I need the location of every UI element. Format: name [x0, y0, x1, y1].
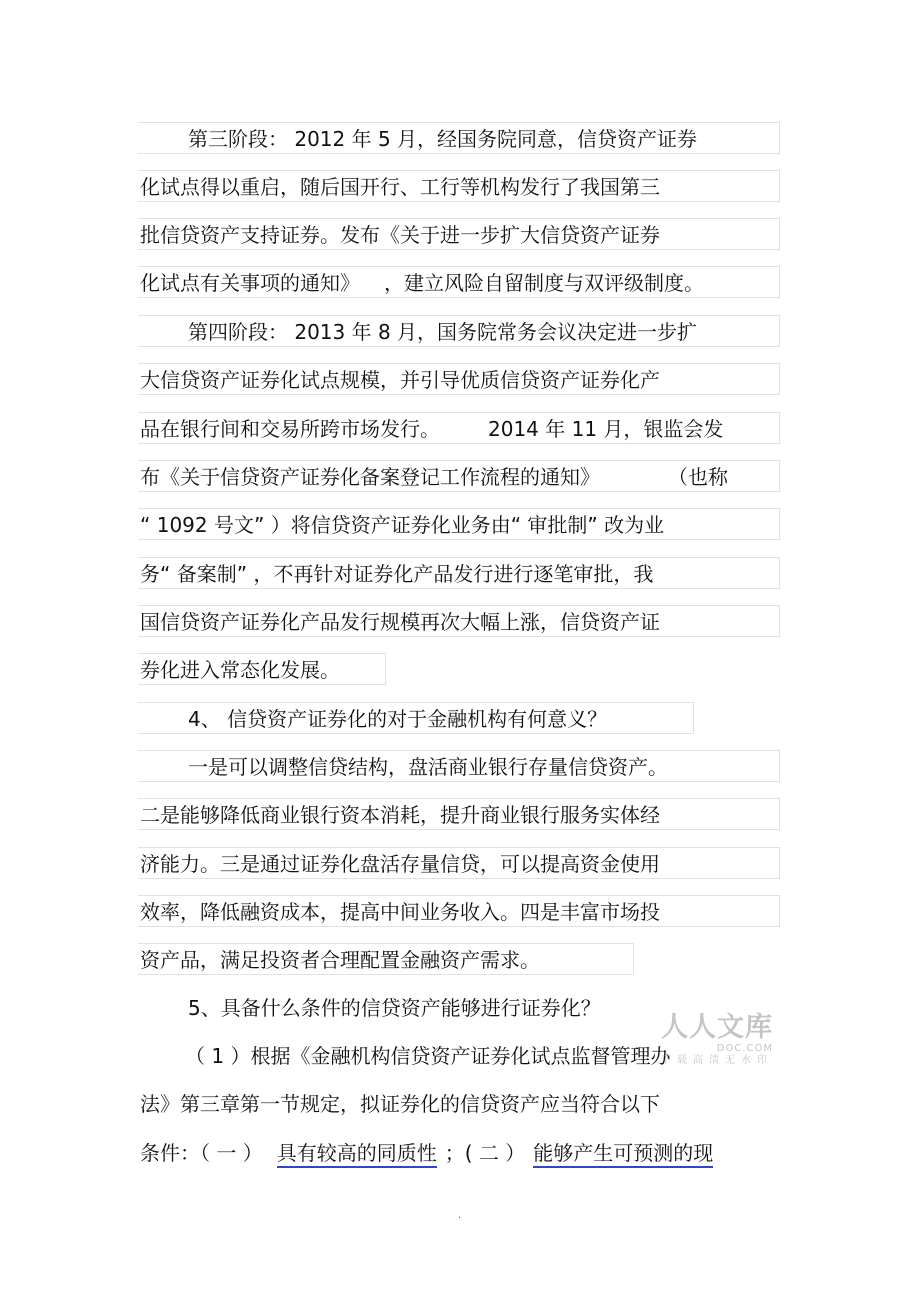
- question4-heading: 4、 信贷资产证券化的对于金融机构有何意义？: [138, 702, 694, 734]
- stage4-line-1: 第四阶段： 2013 年 8 月，国务院常务会议决定进一步扩: [138, 315, 780, 347]
- watermark-logo: [648, 1013, 773, 1067]
- question4-line-5: 资产品，满足投资者合理配置金融资产需求。: [138, 943, 634, 975]
- watermark-url: DOC.COM: [716, 1043, 773, 1054]
- question4-line-3: 济能力。三是通过证券化盘活存量信贷，可以提高资金使用: [138, 847, 780, 879]
- stage4-line-3-part-b: 2014 年 11 月，银监会发: [488, 417, 724, 441]
- stage4-line-5: “ 1092 号文” ）将信贷资产证券化业务由“ 审批制” 改为业: [138, 508, 780, 540]
- stage4-line-7: 国信贷资产证券化产品发行规模再次大幅上涨，信贷资产证: [138, 605, 780, 637]
- stage4-line-4-part-b: （也称: [668, 465, 728, 489]
- stage4-line-6: 务“ 备案制” ，不再针对证券化产品发行进行逐笔审批，我: [138, 557, 780, 589]
- question5-line-3: [138, 1137, 780, 1169]
- page-footer-mark: .: [458, 1210, 462, 1221]
- stage3-line-1: 第三阶段： 2012 年 5 月，经国务院同意，信贷资产证券: [138, 122, 780, 154]
- condition-2-label: ；( 二 ）: [444, 1141, 526, 1165]
- question4-line-4: 效率，降低融资成本，提高中间业务收入。四是丰富市场投: [138, 895, 780, 927]
- stage4-line-4: [138, 460, 780, 492]
- stage3-line-4-part-b: ，建立风险自留制度与双评级制度。: [384, 271, 704, 295]
- stage4-line-3-part-a: 品在银行间和交易所跨市场发行。: [140, 417, 440, 441]
- stage3-line-4: [138, 266, 780, 298]
- blank-answer-1: 具有较高的同质性: [277, 1141, 437, 1168]
- question4-line-2: 二是能够降低商业银行资本消耗，提升商业银行服务实体经: [138, 798, 780, 830]
- watermark-subtitle: 下载高清无水印: [661, 1055, 773, 1066]
- stage4-line-4-part-a: 布《关于信贷资产证券化备案登记工作流程的通知》: [140, 465, 600, 489]
- stage4-line-2: 大信贷资产证券化试点规模，并引导优质信贷资产证券化产: [138, 363, 780, 395]
- question4-line-1: 一是可以调整信贷结构，盘活商业银行存量信贷资产。: [138, 750, 780, 782]
- stage4-line-8: 券化进入常态化发展。: [138, 653, 386, 685]
- conditions-label: 条件：（ 一 ）: [140, 1141, 263, 1165]
- stage3-line-3: 批信贷资产支持证券。发布《关于进一步扩大信贷资产证券: [138, 218, 780, 250]
- watermark-title: 人人文库: [661, 1012, 773, 1043]
- stage3-line-4-part-a: 化试点有关事项的通知》: [140, 271, 360, 295]
- stage4-line-3: [138, 412, 780, 444]
- blank-answer-2: 能够产生可预测的现: [533, 1141, 713, 1168]
- question5-line-2: 法》第三章第一节规定，拟证券化的信贷资产应当符合以下: [140, 1092, 660, 1116]
- stage3-line-2: 化试点得以重启，随后国开行、工行等机构发行了我国第三: [138, 170, 780, 202]
- question5-line-1: （ 1 ）根据《金融机构信贷资产证券化试点监督管理办: [185, 1044, 671, 1068]
- question5-heading: 5、具备什么条件的信贷资产能够进行证券化？: [188, 996, 601, 1020]
